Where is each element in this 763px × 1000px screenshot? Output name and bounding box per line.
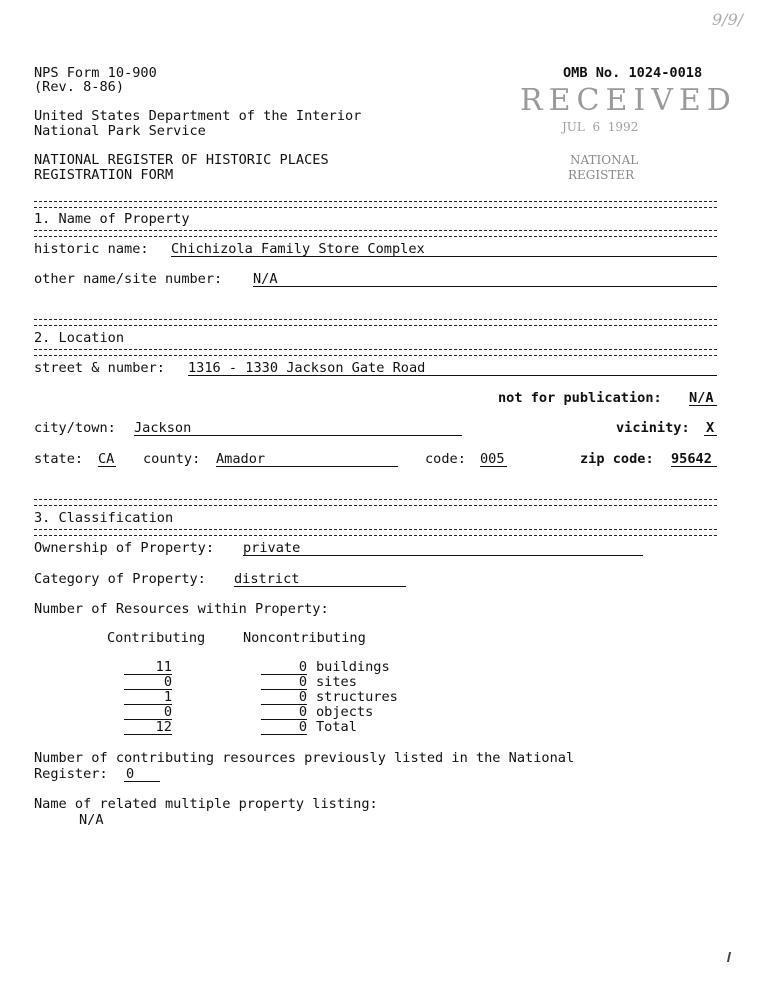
- section-divider: [34, 319, 717, 326]
- omb-number: OMB No. 1024-0018: [563, 65, 703, 81]
- contributing-line: [124, 734, 172, 735]
- vicinity-line: [704, 435, 717, 436]
- register-title: NATIONAL REGISTER OF HISTORIC PLACES: [34, 152, 329, 168]
- form-title: REGISTRATION FORM: [34, 167, 174, 183]
- other-name-line: [253, 286, 717, 287]
- section2-title: 2. Location: [34, 330, 125, 346]
- previously-listed-line1: Number of contributing resources previously listed in the National: [34, 750, 575, 766]
- contributing-count: 0: [163, 674, 172, 690]
- resource-type-label: structures: [316, 689, 398, 705]
- section-divider: [34, 230, 717, 237]
- related-listing-label: Name of related multiple property listing:: [34, 796, 378, 812]
- noncontributing-count: 0: [298, 719, 307, 735]
- vicinity-label: vicinity:: [616, 420, 690, 436]
- section-divider: [34, 529, 717, 536]
- category-label: Category of Property:: [34, 571, 206, 587]
- code-label: code:: [425, 451, 466, 467]
- nfp-line: [689, 405, 717, 406]
- zip-line: [671, 466, 717, 467]
- street-value: 1316 - 1330 Jackson Gate Road: [188, 360, 426, 376]
- vicinity-value: X: [706, 420, 715, 436]
- county-line: [216, 466, 398, 467]
- state-label: state:: [34, 451, 84, 467]
- noncontributing-line: [261, 734, 307, 735]
- noncontributing-count: 0: [298, 689, 307, 705]
- section3-title: 3. Classification: [34, 510, 174, 526]
- section-divider: [34, 349, 717, 356]
- resources-table: [0, 660, 763, 740]
- city-value: Jackson: [134, 420, 192, 436]
- resource-type-label: sites: [316, 674, 357, 690]
- form-number: NPS Form 10-900: [34, 65, 157, 81]
- not-for-publication-label: not for publication:: [498, 390, 662, 406]
- other-name-value: N/A: [253, 271, 278, 287]
- zip-label: zip code:: [580, 451, 654, 467]
- state-line: [98, 466, 116, 467]
- other-name-label: other name/site number:: [34, 271, 223, 287]
- previously-listed-label: Register:: [34, 766, 108, 782]
- ownership-value: private: [243, 540, 301, 556]
- resource-type-label: buildings: [316, 659, 390, 675]
- handwritten-note: 9/9/: [712, 10, 744, 29]
- code-value: 005: [480, 451, 505, 467]
- contributing-count: 11: [155, 659, 172, 675]
- section-divider: [34, 201, 717, 208]
- department-name: United States Department of the Interior: [34, 108, 362, 124]
- state-value: CA: [98, 451, 115, 467]
- stamp-register: REGISTER: [568, 168, 635, 182]
- previously-listed-line: [124, 781, 160, 782]
- not-for-publication-value: N/A: [689, 390, 714, 406]
- scan-mark: [727, 952, 731, 962]
- contributing-count: 12: [155, 719, 172, 735]
- form-revision: (Rev. 8-86): [34, 79, 125, 95]
- noncontributing-header: Noncontributing: [243, 630, 366, 646]
- street-label: street & number:: [34, 360, 165, 376]
- resource-type-label: objects: [316, 704, 374, 720]
- stamp-received-text: RECEIVED: [520, 83, 737, 118]
- resources-label: Number of Resources within Property:: [34, 601, 329, 617]
- stamp-date: JUL 6 1992: [562, 120, 639, 134]
- received-stamp: [520, 83, 737, 134]
- service-name: National Park Service: [34, 123, 206, 139]
- city-line: [134, 435, 462, 436]
- section1-title: 1. Name of Property: [34, 211, 190, 227]
- category-value: district: [234, 571, 300, 587]
- noncontributing-count: 0: [298, 704, 307, 720]
- resource-type-label: Total: [316, 719, 357, 735]
- noncontributing-count: 0: [298, 659, 307, 675]
- noncontributing-count: 0: [298, 674, 307, 690]
- historic-name-value: Chichizola Family Store Complex: [171, 241, 425, 257]
- previously-listed-value: 0: [126, 766, 135, 782]
- ownership-label: Ownership of Property:: [34, 540, 215, 556]
- street-line: [188, 375, 717, 376]
- section-divider: [34, 499, 717, 506]
- contributing-count: 0: [163, 704, 172, 720]
- ownership-line: [243, 555, 643, 556]
- city-label: city/town:: [34, 420, 116, 436]
- contributing-count: 1: [163, 689, 172, 705]
- code-line: [480, 466, 507, 467]
- zip-value: 95642: [671, 451, 712, 467]
- contributing-header: Contributing: [107, 630, 206, 646]
- county-value: Amador: [216, 451, 266, 467]
- stamp-national: NATIONAL: [570, 153, 639, 167]
- category-line: [234, 586, 406, 587]
- related-listing-value: N/A: [79, 812, 104, 828]
- historic-name-label: historic name:: [34, 241, 149, 257]
- historic-name-line: [171, 256, 717, 257]
- county-label: county:: [143, 451, 201, 467]
